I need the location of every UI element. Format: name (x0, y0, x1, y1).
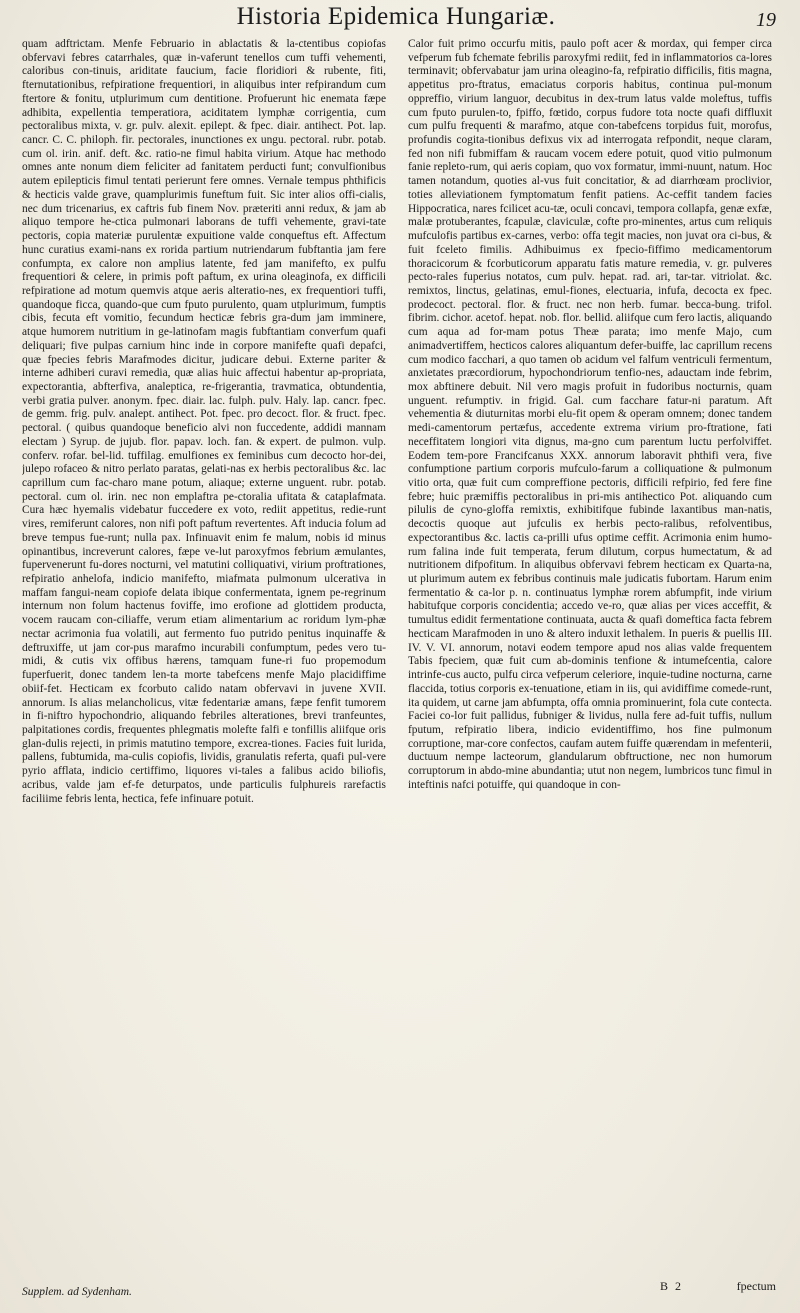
running-title: Historia Epidemica Hungariæ. (236, 3, 556, 30)
custos-word: fpectum (736, 1279, 776, 1293)
left-column-text: quam adftrictam. Menfe Februario in ablactatis & la-ctentibus copiofas obfervavi febres catarrhales, quæ in-vaferunt tenellos cum tuffi vehementi, caloribus con-tinuis, ariditate faucium, facie floridiori & rubente, fiti, fternutationibus, refpiratione frequentiori, in aliquibus inter refpirandum cum ftertore & fonitu, utplurimum cum dentitione. Profuerunt hic enemata fæpe adhibita, expellentia temperatiora, aciditatem lymphæ corrigentia, cum pectoralibus mixta, v. gr. pulv. alexit. epilept. & fpec. diair. antihect. Pot. lap. cancr. C. C. philoph. fir. pectorales, inunctiones ex ungu. pectoral. rubr. potab. cum ol. irin. anif. deft. &c. ratio-ne fimul habita virium. Atque hac methodo omnes ante nonum diem feliciter ad fanitatem perducti funt; convulfionibus autem epilepticis fimul tentati perierunt fere omnes. Vernale tempus phthificis & hecticis valde grave, quamplurimis funeftum fuit. Sic inter alios offi-cialis, nec dum tricenarius, ex caftris fub finem Nov. præteriti anni redux, & jam ab aliquo tempore he-ctica pulmonari laborans de tuffi vehemente, gravi-tate pectoris, copia materiæ purulentæ expuitione valde conqueftus eft. Affectum hunc curatius exami-nans ex rorida partium nutriendarum fubftantia jam fere confumpta, ex calore non amplius latente, fed jam manifefto, ex pulfu frequentiori & celere, in primis poft paftum, ex urina oleaginofa, ex difficili refpiratione ad motum quemvis atque aeris alteratio-nes, ex frequentiori tuffi, quandoque ficca, quando-que cum fputo purulento, quam utplurimum, fumptis cibis, fecuta eft vomitio, fecundum hecticæ febris gra-dum jam imminere, atque humorem nutritium in ge-latinofam magis fubftantiam converfum quafi deliquari; five pulpas carnium hinc inde in corpore manifefte quafi depafci, quæ fpecies febris Marafmodes dicitur, judicare debui. Externe pariter & interne adhiberi curavi remedia, quæ alias huic affectui habentur ap-propriata, expectorantia, abfterfiva, analeptica, re-frigerantia, travmatica, obtundentia, verbi gratia pulver. anonym. fpec. diair. lac. fulph. pulv. Haly. lap. cancr. fpec. de gemm. frig. pulv. analept. antihect. Pot. fpec. pro decoct. flor. & fruct. fpec. pectoral. ( quibus quandoque beneficio alvi non fuccedente, addidi mannam electam ) Syrup. de jujub. flor. papav. loch. fan. & expert. de pulmon. vulp. conferv. rofar. bel-lid. tuffilag. emulfiones ex feminibus cum decocto hor-dei, julepo rofaceo & nitro perlato paratas, gelati-nas ex herbis pectoralibus &c. lac caprillum cum fac-charo mane potum, aliaque; externe unguent. rubr. potab. pectoral. cum ol. irin. nec non emplaftra pe-ctoralia ufitata & cataplafmata. Cura hæc hyemalis videbatur fuccedere ex voto, rediit appetitus, redie-runt vires, remiferunt calores, non nifi poft paftum revertentes. Aft inducia folum ad breve tempus fue-runt; nulla pax. Infinuavit enim fe malum, nobis id minus opinantibus, increverunt calores, fæpe ve-lut paroxyfmos febrium æmulantes, fupervenerunt fu-dores nocturni, vel matutini colliquativi, virium proftrationes, refpiratio anhelofa, indicio manifefto, miafmata pulmonum ulcerativa in maffam fangui-neam copiofe delata ibique confermentata, ignem pe-regrinum internum non folum hactenus foviffe, imo erofione ad glottidem producta, vocem raucam con-ciliaffe, verum etiam alimentarium ac roridum lym-phæ nectar acrimonia fua volatili, aut fermento fuo putrido penitus inquinaffe & deftruxiffe, ut jam cor-pus marafmo incurabili confumptum, pedes vero tu-midi, & cutis vix offibus hærens, tamquam fune-ri fuo propemodum fuperfuerit, donec tandem len-ta morte tabefcens menfe Majo placidiffime obiif-fet. Hecticam ex fcorbuto calido natam obfervavi in juvene XVII. annorum. Is alias melancholicus, vitæ fedentariæ amans, fæpe fenfit tumorem in fi-niftro hypochondrio, aliquando febriles alterationes, brevi tranfeuntes, palpitationes cordis, frequentes phlegmatis molefte falfi e tonfillis aliifque oris glan-dulis rejecti, in primis matutino tempore, excrea-tiones. Facies fuit lurida, pallens, fubtumida, ma-culis copiofis, lividis, granulatis referta, quafi pul-vere pyrio afflata, indicio certiffimo, liquores vi-tales a falibus acido biliofis, acribus, valde jam ef-fe deturpatos, unde particulis fulphureis rarefactis faciliime febris lenta, hectica, fefe infinuare potuit. (22, 38, 386, 805)
footer-catchword: Supplem. ad Sydenham. (22, 1286, 132, 1298)
right-column (408, 38, 772, 1280)
signature-mark: B 2 (660, 1279, 684, 1293)
page-number: 19 (756, 9, 776, 31)
left-column (22, 38, 386, 1280)
right-column-text: Calor fuit primo occurfu mitis, paulo poft acer & mordax, qui femper circa vefperum fub fchemate febrilis paroxyfmi rediit, fed in inflammatorios ca-lores terminavit; obfervabatur jam urina oleagino-fa, refpiratio difficilis, fitis magna, appetitus pro-ftratus, emaciatus corporis habitus, continua pul-monum oppreffio, virium languor, decubitus in dex-trum latus valde moleftus, tuffis cum fputo purulen-to, fpiffo, fœtido, corpus fudore tota nocte quafi diffluxit cum pulfu frequenti & marafmo, atque con-tabefcens torpidus fuit, morofus, profundis cogita-tionibus defixus vix ad interrogata refpondit, neque claram, fed non nifi fubmiffam & raucam vocem edere potuit, quod vitio pulmonum fanie repleto-rum, qui aeris copiam, quo vox formatur, immi-nuunt, natum. Hoc tamen notandum, quoties al-vus fuit concitatior, & ad diarrhœam proclivior, toties alleviationem fymptomatum fenfit patiens. Ac-ceffit tandem facies Hippocratica, nares fcilicet acu-tæ, oculi concavi, tempora collapfa, genæ exfæ, malæ protuberantes, fcapulæ, claviculæ, cofte pro-minentes, artus cum reliquis mufculofis partibus ex-carnes, verbo: offa tegit macies, non juvat ora ci-bus, & fuit fceleto fimilis. Adhibuimus ex fpecio-fiffimo medicamentorum thoracicorum & fcorbuticorum apparatu fatis mature remedia, v. gr. pulveres pecto-rales fuperius notatos, cum pulv. hepat. rad. ari, tar-tar. vitriolat. &c. remixtos, linctus, gelatinas, emul-fiones, electuaria, infufa, decocta ex fpec. prodecoct. pectoral. flor. & fruct. nec non herb. fumar. becca-bung. trifol. fibrim. cichor. acetof. hepat. nob. flor. bellid. aliifque cum fero lactis, aliquando cum aqua ad for-mam potus Theæ parata; imo menfe Majo, cum animadvertiffem, hecticos calores aliquantum defer-buiffe, lac caprillum recens cum modico facchari, a quo tamen ob acidum vel falfum ventriculi fermentum, anxietates præcordiorum, hypochondriorum tenfio-nes, adauctam inde febrim, mox abftinere debuit. Nil vero magis profuit in fudoribus nocturnis, quam unguent. refumptiv. in frigid. Gal. cum facchare fatur-ni paratum. Aft vehementia & diuturnitas morbi elu-fit opem & operam omnem; donec tandem medi-camentorum pertæfus, accedente extrema virium pro-ftratione, fati neceffitatem longiori vita dignus, ma-gno cum parentum luctu perfolviffet. Eodem tem-pore Francifcanus XXX. annorum laboravit phthifi vera, five confumptione partium corporis mufculo-farum a colliquatione & pulmonum vitio orta, quæ fuit cum compreffione pectoris, difficili refpirio, fed fere fine febre; huic præmiffis pectoralibus in pri-mis antihectico Pot. aliquando cum pilulis de cyno-gloffa remixtis, exhibitifque fubinde laxantibus man-natis, decoctis quoque aut jufculis ex herbis pecto-ralibus, refolventibus, expectorantibus &c. lactis ca-prilli ufus optime ceffit. Acrimonia enim humo-rum falina inde fuit temperata, ferum dilutum, corpus humectatum, & ad nutritionem difpofitum. In aliquibus obfervavi febrem hecticam ex Quarta-na, ut plurimum autem ex febribus continuis male judicatis fubortam. Harum enim fermentatio & ca-lor p. n. continuatus lymphæ rorem abfumpfit, inde virium habitufque corporis concidentia; accedo ve-ro, quæ alias per vices acceffit, & tumultus edidit fermentatione continuata, aucta & quafi domeftica facta febrem hecticam Marafmoden in uno & altero induxit lethalem. In pueris & puellis III. IV. V. VI. annorum, notavi eodem tempore apud nos alias valde frequentem Tabis fpeciem, quæ fuit cum ab-dominis tenfione & intumefcentia, calore intrinfe-cus aucto, pulfu circa vefperum celeriore, inquie-tudine nocturna, carne flaccida, totius corporis ex-tenuatione, etiam in iis, qui avidiffime comede-runt, ita quidem, ut carne jam abfumpta, offa omnia prominuerint, fola cute contecta. Faciei co-lor fuit pallidus, fubniger & lividus, nulla fere ad-fuit tuffis, nullum fputum, refpiratio libera, indicio evidentiffimo, hos fine pulmonum corruptione, mar-core confectos, caufam autem fuiffe quærendam in mefenterii, ductuum nempe lacteorum, glandularum obftructione, nec non humorum corruptorum in abdo-mine abundantia; utut non negem, lumbricos tunc fimul in inteftinis nafci potuiffe, qui quandoque in con- (408, 38, 772, 791)
